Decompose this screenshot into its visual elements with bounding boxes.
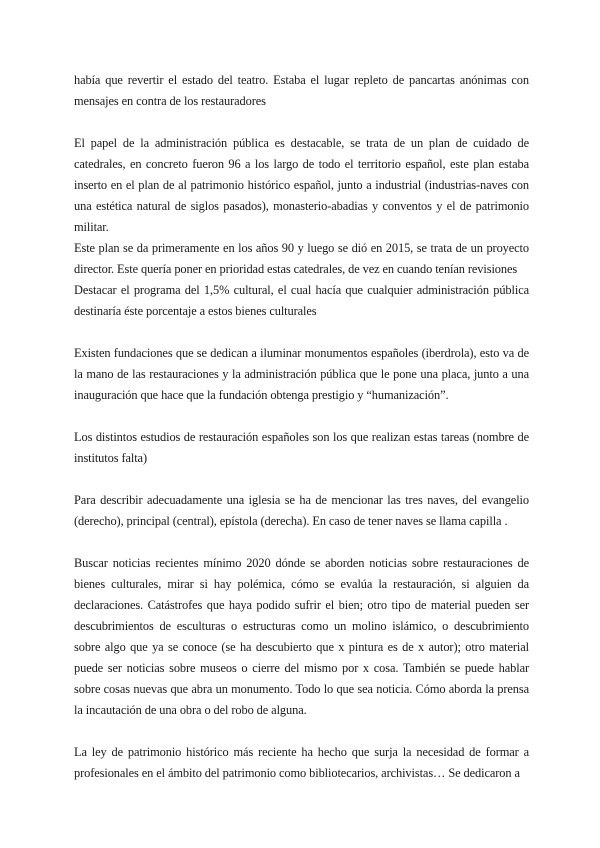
paragraph-plan-90s: Este plan se da primeramente en los años 90 y luego se dió en 2015, se trata de un proyecto director. Este quería poner en prioridad estas catedrales, de vez en cuando tenían revisiones [74, 241, 529, 276]
paragraph-gap [74, 469, 529, 490]
paragraph-gap [74, 532, 529, 553]
paragraph-restoration-studios: Los distintos estudios de restauración españoles son los que realizan estas tareas (nombre de institutos falta) [74, 430, 529, 465]
paragraph-gap [74, 406, 529, 427]
paragraph-cultural-program: Destacar el programa del 1,5% cultural, el cual hacía que cualquier administración pública destinaría éste porcentaje a estos bienes culturales [74, 283, 529, 318]
paragraph-news-search: Buscar noticias recientes mínimo 2020 dónde se aborden noticias sobre restauraciones de bienes culturales, mirar si hay polémica, cómo se evalúa la restauración, si alguien da declaraciones. Catástrofes que haya podido sufrir el bien; otro tipo de material pueden ser descubrimientos de esculturas o estructuras como un molino islámico, o descubrimiento sobre algo que ya se conoce (se ha descubierto que x pintura es de x autor); otro material puede ser noticias sobre museos o cierre del mismo por x cosa. También se puede hablar sobre cosas nuevas que abra un monumento. Todo lo que sea noticia. Cómo aborda la prensa la incautación de una obra o del robo de alguna. [74, 556, 529, 717]
paragraph-gap [74, 322, 529, 343]
paragraph-church-description: Para describir adecuadamente una iglesia se ha de mencionar las tres naves, del evangelio (derecho), principal (central), epístola (derecha). En caso de tener naves se llama capilla . [74, 493, 529, 528]
paragraph-gap [74, 721, 529, 742]
paragraph-heritage-law: La ley de patrimonio histórico más reciente ha hecho que surja la necesidad de formar a profesionales en el ámbito del patrimonio como bibliotecarios, archivistas… Se dedicaron a [74, 745, 529, 780]
document-body [74, 70, 529, 784]
paragraph-gap [74, 112, 529, 133]
paragraph-public-administration: El papel de la administración pública es destacable, se trata de un plan de cuidado de catedrales, en concreto fueron 96 a los largo de todo el territorio español, este plan estaba inserto en el plan de al patrimonio histórico español, junto a industrial (industrias-naves con una estética natural de siglos pasados), monasterio-abadias y conventos y el de patrimonio militar. [74, 136, 529, 234]
paragraph-foundations: Existen fundaciones que se dedican a iluminar monumentos españoles (iberdrola), esto va de la mano de las restauraciones y la administración pública que le pone una placa, junto a una inauguración que hace que la fundación obtenga prestigio y “humanización”. [74, 346, 529, 402]
paragraph-theatre: había que revertir el estado del teatro. Estaba el lugar repleto de pancartas anónimas con mensajes en contra de los restauradores [74, 73, 529, 108]
